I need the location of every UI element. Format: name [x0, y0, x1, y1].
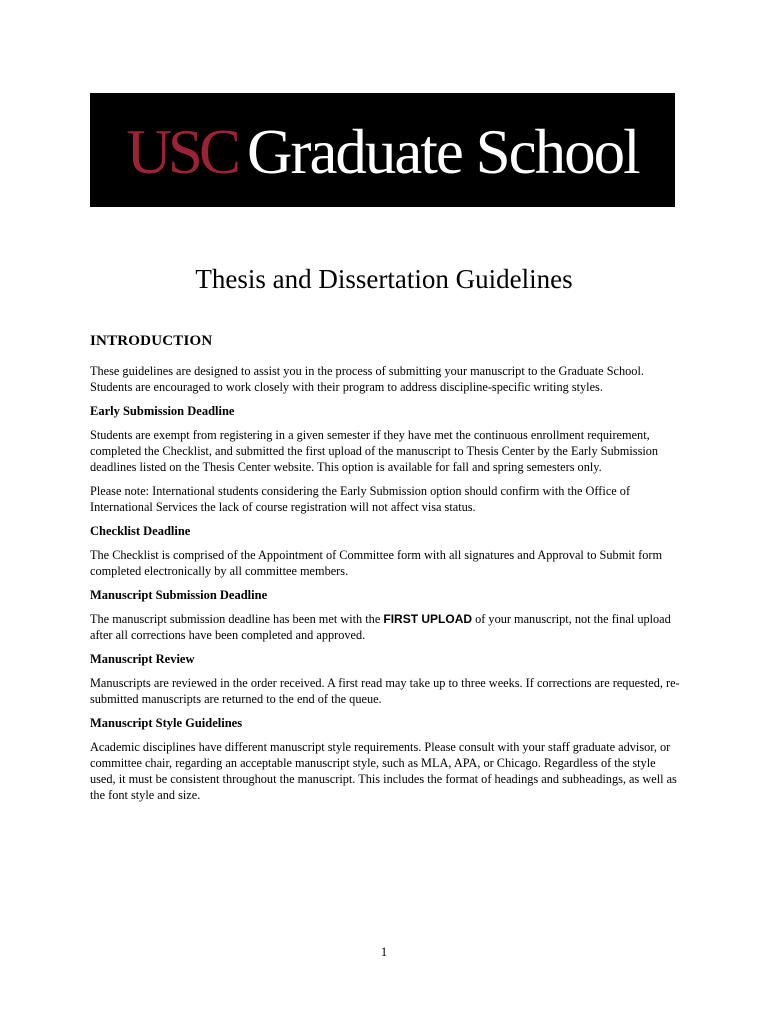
usc-graduate-school-logo	[126, 116, 639, 187]
international-note-paragraph: Please note: International students considering the Early Submission option should confirm with the Office of International Services the lack of course registration will not affect visa status.	[90, 484, 631, 514]
first-upload-emphasis: FIRST UPLOAD	[383, 612, 473, 626]
checklist-paragraph: The Checklist is comprised of the Appointment of Committee form with all signatures and Approval to Submit form completed electronically by all committee members.	[90, 548, 663, 578]
style-guidelines-paragraph: Academic disciplines have different manuscript style requirements. Please consult with your staff graduate advisor, or committee chair, regarding an acceptable manuscript style, such as MLA, APA, or Chicago. Regardless of the style used, it must be consistent throughout the manuscript. This includes the format of headings and subheadings, as well as the font style and size.	[90, 740, 677, 802]
document-body	[90, 330, 680, 811]
style-guidelines-heading: Manuscript Style Guidelines	[90, 716, 243, 730]
page-number: 1	[380, 945, 388, 959]
early-submission-heading: Early Submission Deadline	[90, 404, 235, 418]
introduction-heading: INTRODUCTION	[90, 333, 213, 349]
introduction-paragraph: These guidelines are designed to assist you in the process of submitting your manuscript to the Graduate School. Students are encouraged to work closely with their program to address discipline-specific writing styles.	[90, 364, 644, 394]
manuscript-submission-heading: Manuscript Submission Deadline	[90, 588, 268, 602]
early-submission-paragraph: Students are exempt from registering in a given semester if they have met the continuous enrollment requirement, completed the Checklist, and submitted the first upload of the manuscript to Thesis Center by the Early Submission deadlines listed on the Thesis Center website. This option is available for fall and spring semesters only.	[90, 428, 659, 474]
document-title: Thesis and Dissertation Guidelines	[195, 264, 573, 294]
manuscript-submission-text-after: of your manuscript, not the final upload after all corrections have been completed and approved.	[90, 612, 671, 642]
logo-graduate-school-text: Graduate School	[246, 116, 639, 187]
header-banner	[90, 93, 675, 207]
manuscript-review-paragraph: Manuscripts are reviewed in the order received. A first read may take up to three weeks. If corrections are requested, re-submitted manuscripts are returned to the end of the queue.	[90, 676, 680, 706]
manuscript-submission-text-before: The manuscript submission deadline has been met with the	[90, 612, 384, 626]
manuscript-submission-paragraph	[90, 611, 680, 643]
checklist-heading: Checklist Deadline	[90, 524, 191, 538]
manuscript-review-heading: Manuscript Review	[90, 652, 195, 666]
logo-usc-text: USC	[126, 116, 237, 187]
